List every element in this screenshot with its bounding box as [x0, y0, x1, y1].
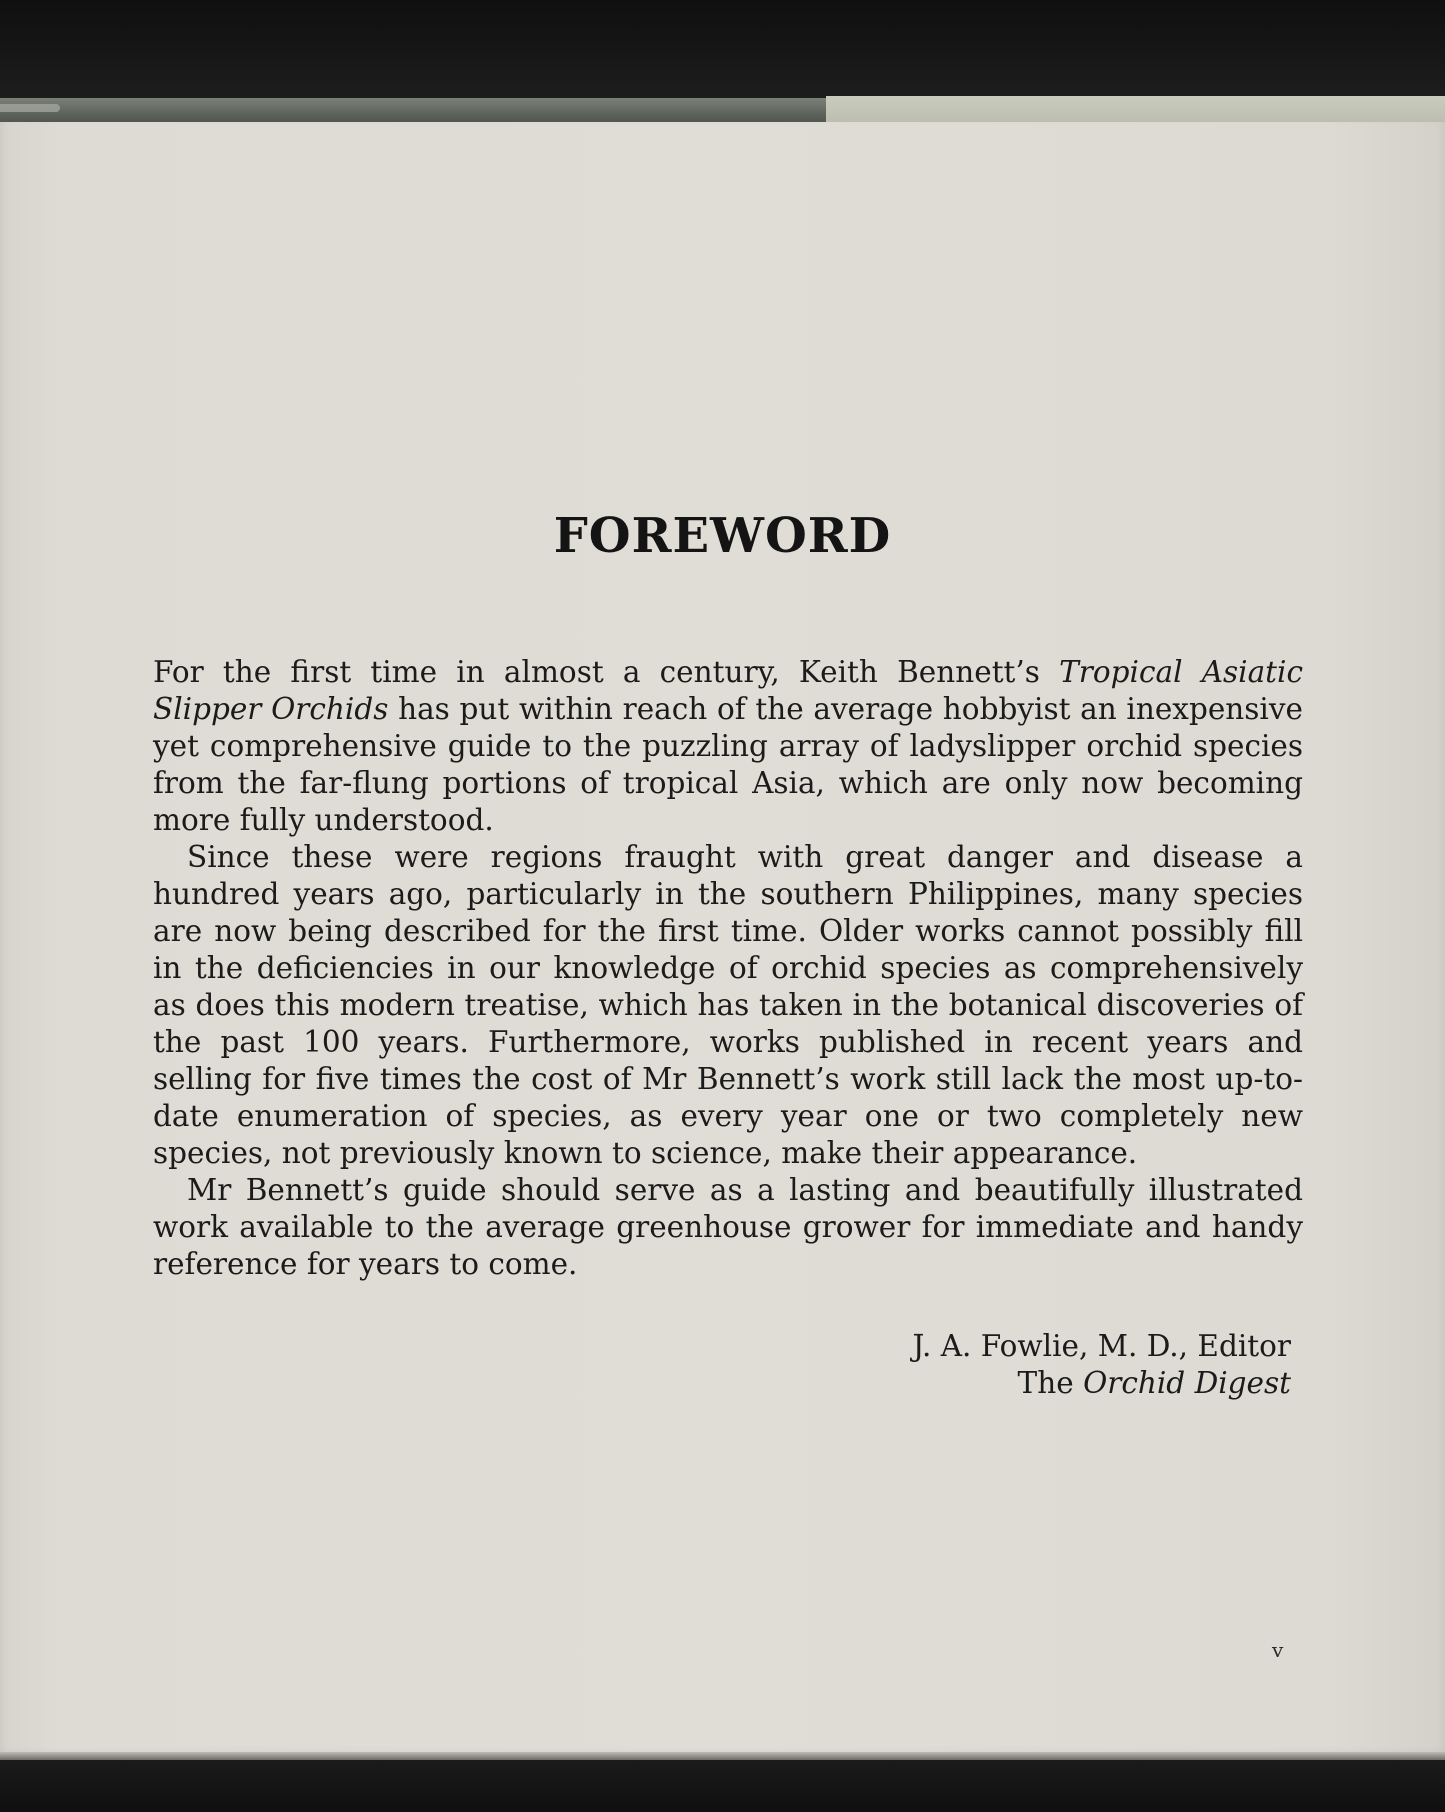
- background-bottom: [0, 1760, 1445, 1812]
- page-number: v: [1272, 1638, 1284, 1662]
- paragraph-1-text-a: For the first time in almost a century, Keith Bennett’s: [153, 655, 1060, 689]
- foreword-body: [153, 654, 1303, 1283]
- paragraph-2: [153, 839, 1303, 1172]
- publication-name: Orchid Digest: [1083, 1366, 1291, 1400]
- background-top: [0, 0, 1445, 98]
- signature-block: [912, 1328, 1291, 1402]
- signature-publication: [912, 1365, 1291, 1402]
- signature-name: J. A. Fowlie, M. D., Editor: [912, 1329, 1291, 1363]
- page-title: FOREWORD: [553, 508, 892, 564]
- cover-highlight: [0, 104, 60, 112]
- paragraph-1: [153, 654, 1303, 839]
- paragraph-2-text: Since these were regions fraught with great danger and disease a hundred years ago, particularly in the southern Philippines, many species are now being described for the first time. Older works cannot possibly fill in the deficiencies in our knowledge of orchid species as comprehensively as does this modern treatise, which has taken in the botanical discoveries of the past 100 years. Furthermore, works published in recent years and selling for five times the cost of Mr Bennett’s work still lack the most up-to-date enumeration of species, as every year one or two completely new species, not previously known to science, make their appearance.: [153, 840, 1303, 1170]
- paragraph-1-text-b: has put within reach of the average hobbyist an inexpensive yet comprehensive guide to the puzzling array of ladyslipper orchid species from the far-flung portions of tropical Asia, which are only now becoming more fully understood.: [153, 692, 1303, 837]
- book-title-italic: Tropical Asiatic Slipper Orchids: [153, 655, 1303, 726]
- paragraph-3-text: Mr Bennett’s guide should serve as a lasting and beautifully illustrated work available to the average greenhouse grower for immediate and handy reference for years to come.: [153, 1173, 1303, 1281]
- publication-prefix: The: [1017, 1366, 1084, 1400]
- paragraph-3: [153, 1172, 1303, 1283]
